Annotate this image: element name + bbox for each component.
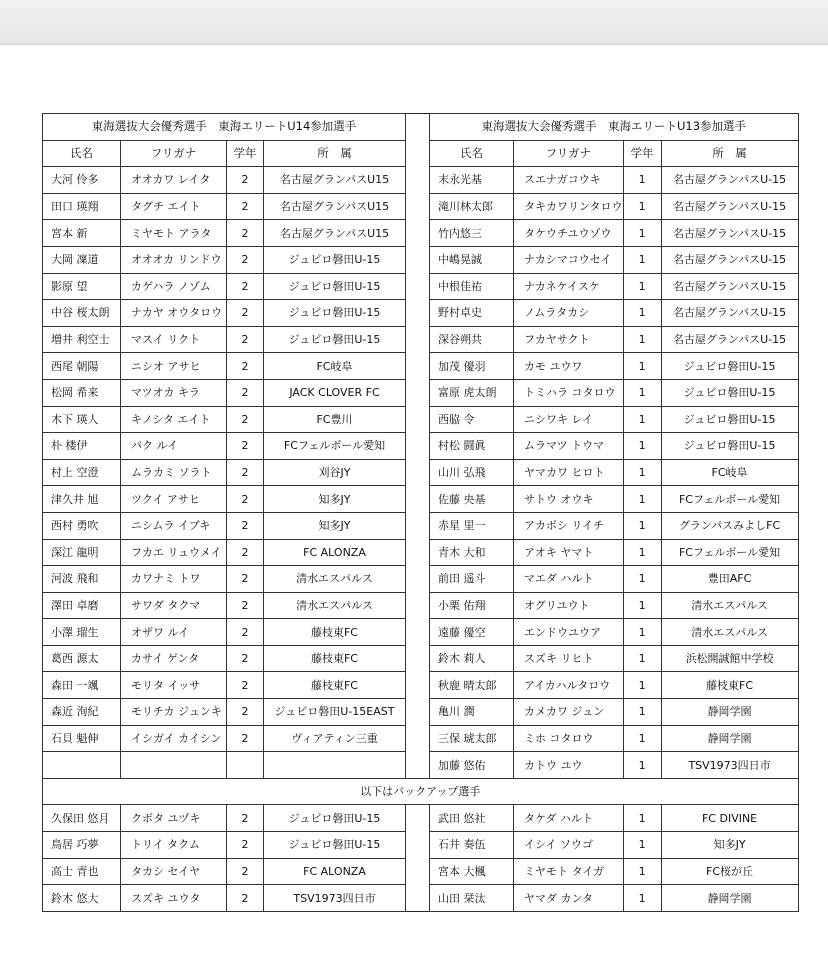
player-grade: 2: [227, 433, 264, 460]
player-grade: 1: [623, 752, 661, 779]
player-grade: 1: [623, 539, 661, 566]
gap-cell: [406, 885, 430, 912]
player-name: 増井 利空士: [43, 326, 121, 353]
player-club: 静岡学園: [661, 699, 798, 726]
player-club: FC豊川: [264, 406, 406, 433]
gap-cell: [406, 379, 430, 406]
browser-top-bar: [0, 0, 828, 45]
player-grade: 1: [623, 193, 661, 220]
player-furigana: ミホ コタロウ: [514, 725, 624, 752]
player-name: 小栗 佑翔: [430, 592, 514, 619]
player-club: ジュビロ磐田U-15: [264, 805, 406, 832]
player-name: 宮本 大楓: [430, 858, 514, 885]
gap-cell: [406, 246, 430, 273]
player-furigana: アオキ ヤマト: [514, 539, 624, 566]
player-name: 森田 一颯: [43, 672, 121, 699]
table-row: [43, 433, 799, 460]
player-name: 西脇 令: [430, 406, 514, 433]
gap-cell: [406, 805, 430, 832]
player-furigana: ニシオ アサヒ: [121, 353, 227, 380]
player-furigana: ノムラタカシ: [514, 300, 624, 327]
gap-cell: [406, 193, 430, 220]
table-row: [43, 326, 799, 353]
player-club: ジュビロ磐田U-15: [661, 433, 798, 460]
player-club: ジュビロ磐田U-15: [661, 406, 798, 433]
player-furigana: [121, 752, 227, 779]
player-grade: 2: [227, 858, 264, 885]
gap-cell: [406, 433, 430, 460]
table-row: [43, 406, 799, 433]
table-row: [43, 539, 799, 566]
player-grade: 2: [227, 885, 264, 912]
player-furigana: サトウ オウキ: [514, 486, 624, 513]
player-grade: 2: [227, 193, 264, 220]
player-grade: 2: [227, 619, 264, 646]
gap-cell: [406, 619, 430, 646]
player-furigana: ムラカミ ソラト: [121, 459, 227, 486]
player-furigana: オグリユウト: [514, 592, 624, 619]
gap-cell: [406, 326, 430, 353]
player-club: 藤枝東FC: [264, 619, 406, 646]
player-furigana: タキカワリンタロウ: [514, 193, 624, 220]
player-club: 名古屋グランパスU-15: [661, 246, 798, 273]
player-grade: [227, 752, 264, 779]
u14-title: 東海選抜大会優秀選手 東海エリートU14参加選手: [43, 114, 406, 141]
table-row: [43, 193, 799, 220]
player-club: 清水エスパルス: [264, 592, 406, 619]
player-furigana: アイカハルタロウ: [514, 672, 624, 699]
player-name: 末永光基: [430, 167, 514, 194]
table-row: [43, 619, 799, 646]
table-row: [43, 858, 799, 885]
player-grade: 1: [623, 459, 661, 486]
player-grade: 2: [227, 486, 264, 513]
player-name: 宮本 新: [43, 220, 121, 247]
player-furigana: フカヤサクト: [514, 326, 624, 353]
player-furigana: カワナミ トワ: [121, 566, 227, 593]
player-furigana: クボタ ユヅキ: [121, 805, 227, 832]
table-row: [43, 246, 799, 273]
player-club: ジュビロ磐田U-15: [264, 832, 406, 859]
player-furigana: パク ルイ: [121, 433, 227, 460]
player-name: 三保 琥太郎: [430, 725, 514, 752]
player-club: ジュビロ磐田U-15: [661, 353, 798, 380]
gap-cell: [406, 858, 430, 885]
player-grade: 2: [227, 566, 264, 593]
player-furigana: タケダ ハルト: [514, 805, 624, 832]
player-club: 刈谷JY: [264, 459, 406, 486]
player-grade: 1: [623, 433, 661, 460]
table-row: [43, 885, 799, 912]
player-club: FCフェルボール愛知: [661, 486, 798, 513]
table-row: [43, 699, 799, 726]
player-grade: 1: [623, 566, 661, 593]
player-furigana: エンドウユウア: [514, 619, 624, 646]
player-name: 影原 望: [43, 273, 121, 300]
player-name: 佐藤 央基: [430, 486, 514, 513]
gap-cell: [406, 672, 430, 699]
player-furigana: トリイ タクム: [121, 832, 227, 859]
player-club: ジュビロ磐田U-15: [264, 300, 406, 327]
player-name: 遠藤 優空: [430, 619, 514, 646]
player-furigana: モリチカ ジュンキ: [121, 699, 227, 726]
player-furigana: ヤマカワ ヒロト: [514, 459, 624, 486]
gap-cell: [406, 353, 430, 380]
player-name: 富原 虎太朗: [430, 379, 514, 406]
table-row: [43, 566, 799, 593]
player-name: 中嶋晃誠: [430, 246, 514, 273]
player-name: 中谷 桜太朗: [43, 300, 121, 327]
player-furigana: カモ ユウワ: [514, 353, 624, 380]
col-header-furigana: フリガナ: [514, 140, 624, 167]
player-furigana: トミハラ コタロウ: [514, 379, 624, 406]
player-name: 田口 瑛翔: [43, 193, 121, 220]
player-grade: 2: [227, 672, 264, 699]
player-club: FCフェルボール愛知: [661, 539, 798, 566]
gap-cell: [406, 645, 430, 672]
player-name: 山川 弘飛: [430, 459, 514, 486]
player-grade: 2: [227, 353, 264, 380]
player-name: 木下 瑛人: [43, 406, 121, 433]
player-furigana: タカシ セイヤ: [121, 858, 227, 885]
player-name: [43, 752, 121, 779]
player-name: 石井 奏伍: [430, 832, 514, 859]
player-grade: 1: [623, 246, 661, 273]
player-furigana: ナカシマコウセイ: [514, 246, 624, 273]
player-grade: 2: [227, 512, 264, 539]
table-row: [43, 353, 799, 380]
player-furigana: スズキ リヒト: [514, 645, 624, 672]
player-club: 名古屋グランパスU15: [264, 167, 406, 194]
gap-cell: [406, 300, 430, 327]
player-name: 澤田 卓磨: [43, 592, 121, 619]
player-club: [264, 752, 406, 779]
player-club: 清水エスパルス: [661, 592, 798, 619]
player-name: 深谷朔共: [430, 326, 514, 353]
player-furigana: カメカワ ジュン: [514, 699, 624, 726]
u13-title: 東海選抜大会優秀選手 東海エリートU13参加選手: [430, 114, 799, 141]
table-row: [43, 725, 799, 752]
player-club: FC ALONZA: [264, 858, 406, 885]
player-name: 鈴木 莉人: [430, 645, 514, 672]
player-roster-table: [42, 113, 799, 912]
table-row: [43, 273, 799, 300]
player-club: ジュビロ磐田U-15: [264, 246, 406, 273]
gap-cell: [406, 566, 430, 593]
player-furigana: ミヤモト タイガ: [514, 858, 624, 885]
player-furigana: ニシムラ イブキ: [121, 512, 227, 539]
player-name: 石貝 魁伸: [43, 725, 121, 752]
player-name: 村松 闘眞: [430, 433, 514, 460]
player-club: 清水エスパルス: [661, 619, 798, 646]
player-grade: 1: [623, 699, 661, 726]
player-furigana: モリタ イッサ: [121, 672, 227, 699]
player-grade: 1: [623, 486, 661, 513]
player-name: 赤星 里一: [430, 512, 514, 539]
table-row: [43, 220, 799, 247]
gap-cell: [406, 167, 430, 194]
player-furigana: タケウチユウゾウ: [514, 220, 624, 247]
player-club: FC桜が丘: [661, 858, 798, 885]
player-furigana: サワダ タクマ: [121, 592, 227, 619]
player-name: 森近 洵紀: [43, 699, 121, 726]
player-club: TSV1973四日市: [264, 885, 406, 912]
gap-cell: [406, 459, 430, 486]
player-name: 津久井 旭: [43, 486, 121, 513]
player-name: 鳥居 巧夢: [43, 832, 121, 859]
player-furigana: オオオカ リンドウ: [121, 246, 227, 273]
player-club: 浜松開誠館中学校: [661, 645, 798, 672]
table-row: [43, 167, 799, 194]
player-club: ジュビロ磐田U-15: [661, 379, 798, 406]
player-furigana: ムラマツ トウマ: [514, 433, 624, 460]
player-club: 静岡学園: [661, 885, 798, 912]
player-club: 豊田AFC: [661, 566, 798, 593]
player-grade: 2: [227, 246, 264, 273]
player-name: 河波 飛和: [43, 566, 121, 593]
player-grade: 2: [227, 459, 264, 486]
player-furigana: フカエ リュウメイ: [121, 539, 227, 566]
player-name: 加茂 優羽: [430, 353, 514, 380]
player-name: 鈴木 悠大: [43, 885, 121, 912]
player-club: 名古屋グランパスU15: [264, 220, 406, 247]
player-grade: 1: [623, 326, 661, 353]
player-name: 竹内悠三: [430, 220, 514, 247]
player-furigana: アカボシ リイチ: [514, 512, 624, 539]
player-furigana: ナカネケイスケ: [514, 273, 624, 300]
player-club: ジュビロ磐田U-15: [264, 326, 406, 353]
player-furigana: カゲハラ ノゾム: [121, 273, 227, 300]
player-club: 藤枝東FC: [264, 645, 406, 672]
player-club: ヴィアティン三重: [264, 725, 406, 752]
player-furigana: カサイ ゲンタ: [121, 645, 227, 672]
table-row: [43, 645, 799, 672]
table-row: [43, 486, 799, 513]
player-club: 静岡学園: [661, 725, 798, 752]
col-header-name: 氏名: [43, 140, 121, 167]
table-row: [43, 752, 799, 779]
player-club: JACK CLOVER FC: [264, 379, 406, 406]
player-club: ジュビロ磐田U-15: [264, 273, 406, 300]
player-name: 西尾 朝陽: [43, 353, 121, 380]
player-club: 名古屋グランパスU-15: [661, 273, 798, 300]
player-name: 松岡 希来: [43, 379, 121, 406]
player-furigana: イシイ ソウゴ: [514, 832, 624, 859]
table-row: [43, 805, 799, 832]
player-grade: 2: [227, 300, 264, 327]
player-furigana: スエナガコウキ: [514, 167, 624, 194]
player-grade: 1: [623, 406, 661, 433]
player-furigana: ナカヤ オウタロウ: [121, 300, 227, 327]
player-furigana: カトウ ユウ: [514, 752, 624, 779]
player-name: 秋鹿 晴太郎: [430, 672, 514, 699]
player-club: 名古屋グランパスU-15: [661, 326, 798, 353]
player-furigana: ヤマダ カンタ: [514, 885, 624, 912]
player-name: 加藤 悠佑: [430, 752, 514, 779]
player-grade: 1: [623, 619, 661, 646]
table-row: [43, 512, 799, 539]
player-furigana: マスイ リクト: [121, 326, 227, 353]
gap-cell: [406, 406, 430, 433]
gap-cell: [406, 725, 430, 752]
player-grade: 2: [227, 725, 264, 752]
player-grade: 2: [227, 220, 264, 247]
player-name: 青木 大和: [430, 539, 514, 566]
col-header-name: 氏名: [430, 140, 514, 167]
player-grade: 1: [623, 645, 661, 672]
player-furigana: スズキ ユウタ: [121, 885, 227, 912]
player-name: 山田 栞汰: [430, 885, 514, 912]
player-grade: 1: [623, 832, 661, 859]
col-header-grade: 学年: [227, 140, 264, 167]
player-furigana: オザワ ルイ: [121, 619, 227, 646]
player-club: 名古屋グランパスU-15: [661, 300, 798, 327]
player-grade: 1: [623, 592, 661, 619]
player-name: 村上 空澄: [43, 459, 121, 486]
player-club: 名古屋グランパスU15: [264, 193, 406, 220]
player-grade: 2: [227, 326, 264, 353]
player-name: 武田 悠社: [430, 805, 514, 832]
player-club: 藤枝東FC: [264, 672, 406, 699]
column-header-row: [43, 140, 799, 167]
player-grade: 1: [623, 885, 661, 912]
player-grade: 1: [623, 273, 661, 300]
player-name: 西村 勇吹: [43, 512, 121, 539]
player-club: FC DIVINE: [661, 805, 798, 832]
player-name: 深江 龍明: [43, 539, 121, 566]
player-club: 藤枝東FC: [661, 672, 798, 699]
player-name: 大河 伶多: [43, 167, 121, 194]
col-header-furigana: フリガナ: [121, 140, 227, 167]
player-grade: 2: [227, 406, 264, 433]
player-club: 名古屋グランパスU-15: [661, 220, 798, 247]
player-grade: 1: [623, 725, 661, 752]
player-grade: 2: [227, 273, 264, 300]
player-name: 前田 遥斗: [430, 566, 514, 593]
table-row: [43, 592, 799, 619]
title-row: [43, 114, 799, 141]
player-grade: 2: [227, 645, 264, 672]
player-club: 知多JY: [264, 512, 406, 539]
player-furigana: ニシワキ レイ: [514, 406, 624, 433]
player-grade: 1: [623, 805, 661, 832]
col-header-grade: 学年: [623, 140, 661, 167]
player-grade: 1: [623, 220, 661, 247]
player-grade: 1: [623, 512, 661, 539]
player-grade: 2: [227, 592, 264, 619]
table-row: [43, 672, 799, 699]
player-name: 朴 楼伊: [43, 433, 121, 460]
player-name: 小澤 瑠生: [43, 619, 121, 646]
player-club: 知多JY: [661, 832, 798, 859]
player-name: 野村卓史: [430, 300, 514, 327]
player-club: 清水エスパルス: [264, 566, 406, 593]
player-furigana: ツクイ アサヒ: [121, 486, 227, 513]
player-name: 久保田 悠月: [43, 805, 121, 832]
gap-cell: [406, 752, 430, 779]
gap-cell: [406, 539, 430, 566]
table-row: [43, 832, 799, 859]
player-grade: 2: [227, 167, 264, 194]
player-club: グランパスみよしFC: [661, 512, 798, 539]
gap-cell: [406, 273, 430, 300]
player-furigana: オオカワ レイタ: [121, 167, 227, 194]
gap-cell: [406, 220, 430, 247]
col-header-club: 所 属: [264, 140, 406, 167]
gap-cell: [406, 832, 430, 859]
player-name: 高士 青也: [43, 858, 121, 885]
col-header-club: 所 属: [661, 140, 798, 167]
player-club: 名古屋グランパスU-15: [661, 193, 798, 220]
player-grade: 1: [623, 167, 661, 194]
player-furigana: マツオカ キラ: [121, 379, 227, 406]
player-club: ジュビロ磐田U-15EAST: [264, 699, 406, 726]
player-club: FC岐阜: [264, 353, 406, 380]
player-club: TSV1973四日市: [661, 752, 798, 779]
player-furigana: ミヤモト アラタ: [121, 220, 227, 247]
gap-cell: [406, 486, 430, 513]
gap-cell: [406, 699, 430, 726]
player-grade: 2: [227, 379, 264, 406]
player-club: FC岐阜: [661, 459, 798, 486]
player-club: 知多JY: [264, 486, 406, 513]
player-name: 滝川林太郎: [430, 193, 514, 220]
player-grade: 2: [227, 805, 264, 832]
backup-label: 以下はバックアップ選手: [43, 778, 799, 805]
player-name: 亀川 潤: [430, 699, 514, 726]
player-grade: 1: [623, 858, 661, 885]
table-row: [43, 379, 799, 406]
player-grade: 2: [227, 699, 264, 726]
player-furigana: イシガイ カイシン: [121, 725, 227, 752]
player-grade: 1: [623, 379, 661, 406]
player-name: 大岡 凜道: [43, 246, 121, 273]
player-grade: 2: [227, 539, 264, 566]
gap-cell: [406, 140, 430, 167]
player-furigana: マエダ ハルト: [514, 566, 624, 593]
player-club: FC ALONZA: [264, 539, 406, 566]
player-name: 葛西 源太: [43, 645, 121, 672]
gap-cell: [406, 114, 430, 141]
table-row: [43, 300, 799, 327]
player-grade: 2: [227, 832, 264, 859]
player-club: 名古屋グランパスU-15: [661, 167, 798, 194]
player-grade: 1: [623, 300, 661, 327]
gap-cell: [406, 512, 430, 539]
player-grade: 1: [623, 353, 661, 380]
player-name: 中根佳祐: [430, 273, 514, 300]
backup-label-row: [43, 778, 799, 805]
player-furigana: キノシタ エイト: [121, 406, 227, 433]
gap-cell: [406, 592, 430, 619]
player-club: FCフェルボール愛知: [264, 433, 406, 460]
player-furigana: タグチ エイト: [121, 193, 227, 220]
table-row: [43, 459, 799, 486]
player-grade: 1: [623, 672, 661, 699]
